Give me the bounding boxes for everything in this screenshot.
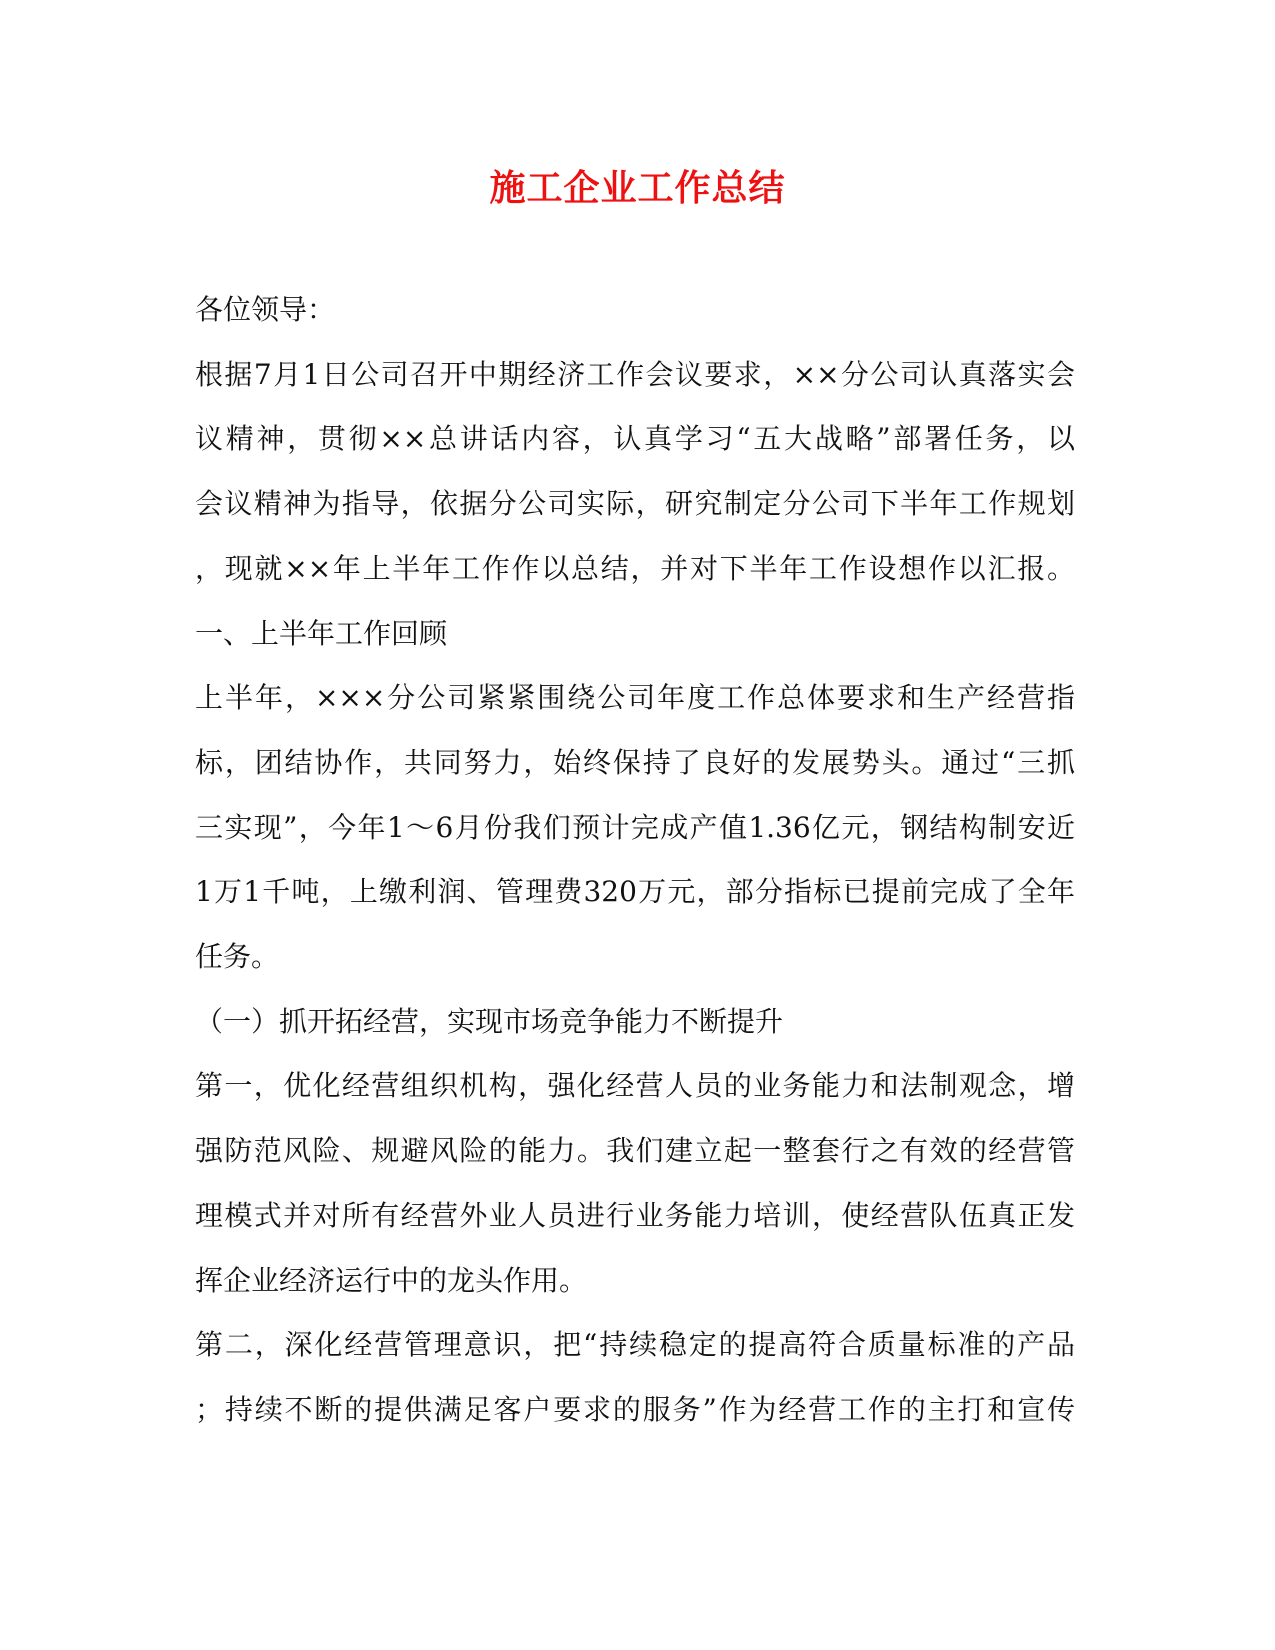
document-body xyxy=(195,278,1075,1443)
body-line: 1万1千吨，上缴利润、管理费320万元，部分指标已提前完成了全年 xyxy=(195,875,1075,909)
body-line: 议精神，贯彻××总讲话内容，认真学习“五大战略”部署任务，以 xyxy=(195,422,1075,456)
body-line: ；持续不断的提供满足客户要求的服务”作为经营工作的主打和宣传 xyxy=(195,1392,1075,1426)
body-line: 任务。 xyxy=(195,940,280,974)
body-line: 根据7月1日公司召开中期经济工作会议要求，××分公司认真落实会 xyxy=(195,357,1075,391)
salutation-line: 各位领导： xyxy=(195,293,336,326)
section-heading: 一、上半年工作回顾 xyxy=(195,616,448,650)
body-line: 强防范风险、规避风险的能力。我们建立起一整套行之有效的经营管 xyxy=(195,1134,1075,1168)
document-title: 施工企业工作总结 xyxy=(489,167,786,209)
body-line: 理模式并对所有经营外业人员进行业务能力培训，使经营队伍真正发 xyxy=(195,1198,1075,1232)
body-line: 标，团结协作，共同努力，始终保持了良好的发展势头。通过“三抓 xyxy=(195,745,1075,779)
body-line: 第二，深化经营管理意识，把“持续稳定的提高符合质量标准的产品 xyxy=(195,1328,1075,1362)
body-line: 上半年，×××分公司紧紧围绕公司年度工作总体要求和生产经营指 xyxy=(195,681,1075,715)
body-line: 三实现”，今年1～6月份我们预计完成产值1.36亿元，钢结构制安近 xyxy=(195,810,1075,844)
body-line: ，现就××年上半年工作作以总结，并对下半年工作设想作以汇报。 xyxy=(195,551,1075,585)
body-line: 第一，优化经营组织机构，强化经营人员的业务能力和法制观念，增 xyxy=(195,1069,1075,1103)
subsection-heading: （一）抓开拓经营，实现市场竞争能力不断提升 xyxy=(195,1004,784,1038)
body-line: 会议精神为指导，依据分公司实际，研究制定分公司下半年工作规划 xyxy=(195,487,1075,521)
body-line: 挥企业经济运行中的龙头作用。 xyxy=(195,1263,588,1297)
